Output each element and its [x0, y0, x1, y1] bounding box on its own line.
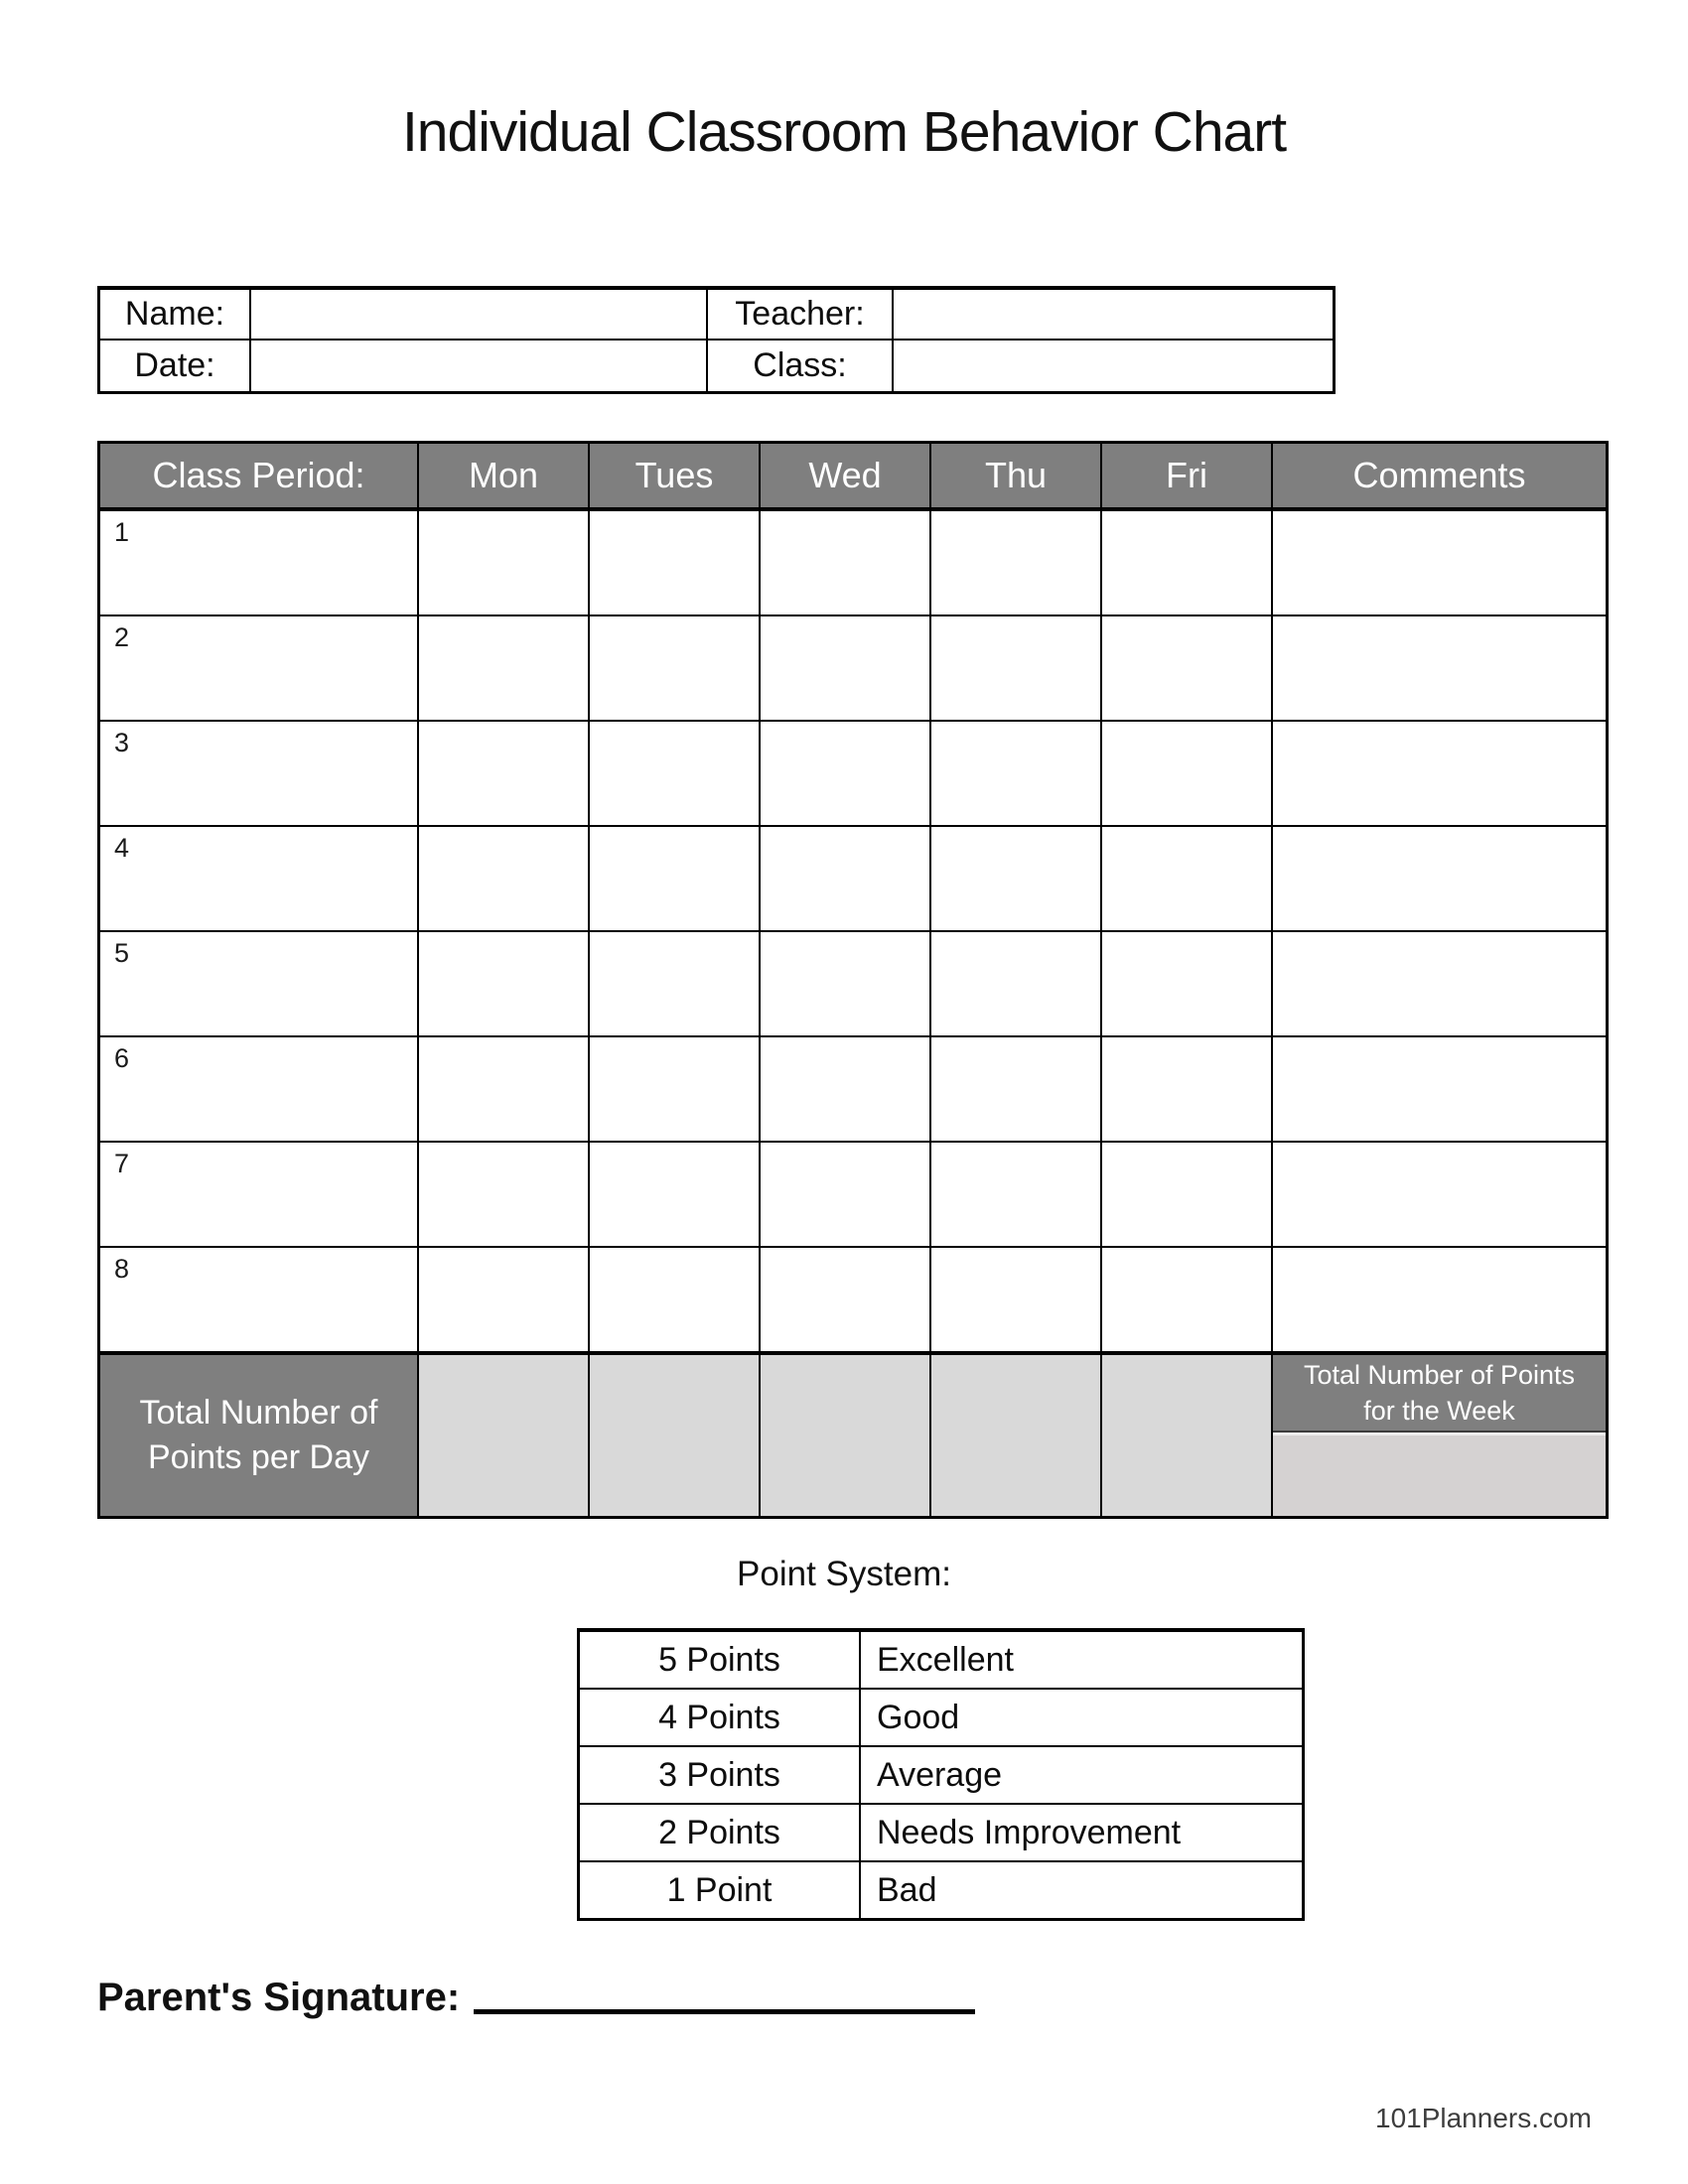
student-info-table — [97, 286, 1336, 394]
score-cell[interactable] — [931, 932, 1102, 1035]
behavior-table-header-row — [100, 444, 1606, 511]
day-total-cell-fri[interactable] — [1102, 1355, 1273, 1516]
point-system-row — [580, 1690, 1302, 1747]
score-cell[interactable] — [761, 827, 931, 930]
day-total-cell-tues[interactable] — [590, 1355, 761, 1516]
header-comments: Comments — [1352, 455, 1526, 495]
score-cell[interactable] — [931, 722, 1102, 825]
period-number: 4 — [100, 827, 419, 930]
score-cell[interactable] — [931, 1248, 1102, 1351]
comment-cell[interactable] — [1273, 511, 1606, 614]
score-cell[interactable] — [761, 1248, 931, 1351]
week-total-label: Total Number of Points for the Week — [1273, 1355, 1606, 1431]
score-cell[interactable] — [1102, 1143, 1273, 1246]
name-label: Name: — [100, 290, 251, 341]
score-cell[interactable] — [590, 932, 761, 1035]
point-system-row — [580, 1632, 1302, 1690]
points-value: 2 Points — [580, 1805, 861, 1860]
points-meaning: Bad — [877, 1870, 937, 1909]
totals-row — [100, 1355, 1606, 1516]
teacher-label: Teacher: — [708, 290, 894, 341]
teacher-value-cell[interactable] — [894, 290, 1333, 341]
point-system-table — [577, 1628, 1305, 1921]
score-cell[interactable] — [1102, 1037, 1273, 1141]
period-row-2 — [100, 616, 1606, 722]
score-cell[interactable] — [761, 932, 931, 1035]
header-thu: Thu — [931, 444, 1102, 507]
name-value-cell[interactable] — [251, 290, 708, 341]
score-cell[interactable] — [761, 616, 931, 720]
score-cell[interactable] — [931, 616, 1102, 720]
score-cell[interactable] — [419, 932, 590, 1035]
score-cell[interactable] — [931, 827, 1102, 930]
period-row-7 — [100, 1143, 1606, 1248]
date-label: Date: — [100, 341, 251, 391]
score-cell[interactable] — [590, 827, 761, 930]
week-total-cell[interactable] — [1273, 1431, 1606, 1516]
points-value: 5 Points — [580, 1632, 861, 1688]
score-cell[interactable] — [590, 1143, 761, 1246]
period-row-5 — [100, 932, 1606, 1037]
comment-cell[interactable] — [1273, 827, 1606, 930]
period-number: 1 — [100, 511, 419, 614]
score-cell[interactable] — [419, 722, 590, 825]
points-value: 4 Points — [580, 1690, 861, 1745]
footer-brand: 101Planners.com — [1375, 2103, 1592, 2133]
comment-cell[interactable] — [1273, 932, 1606, 1035]
score-cell[interactable] — [419, 1248, 590, 1351]
points-meaning: Average — [877, 1755, 1003, 1794]
points-value: 1 Point — [580, 1862, 861, 1918]
score-cell[interactable] — [931, 511, 1102, 614]
header-fri: Fri — [1102, 444, 1273, 507]
comment-cell[interactable] — [1273, 1037, 1606, 1141]
week-total-block — [1273, 1355, 1606, 1516]
period-number: 8 — [100, 1248, 419, 1351]
page-title: Individual Classroom Behavior Chart — [401, 100, 1287, 164]
points-meaning: Good — [877, 1698, 960, 1736]
signature-row — [97, 1976, 975, 2020]
score-cell[interactable] — [1102, 511, 1273, 614]
score-cell[interactable] — [931, 1037, 1102, 1141]
point-system-row — [580, 1862, 1302, 1918]
period-row-4 — [100, 827, 1606, 932]
class-value-cell[interactable] — [894, 341, 1333, 391]
header-wed: Wed — [761, 444, 931, 507]
period-row-3 — [100, 722, 1606, 827]
score-cell[interactable] — [761, 722, 931, 825]
header-class-period: Class Period: — [100, 444, 419, 507]
period-number: 3 — [100, 722, 419, 825]
comment-cell[interactable] — [1273, 722, 1606, 825]
score-cell[interactable] — [419, 1143, 590, 1246]
period-number: 2 — [100, 616, 419, 720]
score-cell[interactable] — [1102, 722, 1273, 825]
date-value-cell[interactable] — [251, 341, 708, 391]
class-label: Class: — [708, 341, 894, 391]
daily-total-label: Total Number of Points per Day — [100, 1355, 419, 1516]
score-cell[interactable] — [590, 1037, 761, 1141]
signature-line[interactable] — [474, 2009, 975, 2014]
score-cell[interactable] — [931, 1143, 1102, 1246]
period-row-6 — [100, 1037, 1606, 1143]
points-meaning: Excellent — [877, 1640, 1014, 1679]
score-cell[interactable] — [1102, 1248, 1273, 1351]
score-cell[interactable] — [1102, 616, 1273, 720]
day-total-cell-wed[interactable] — [761, 1355, 931, 1516]
score-cell[interactable] — [590, 722, 761, 825]
score-cell[interactable] — [419, 511, 590, 614]
header-tues: Tues — [590, 444, 761, 507]
day-total-cell-thu[interactable] — [931, 1355, 1102, 1516]
comment-cell[interactable] — [1273, 1248, 1606, 1351]
period-number: 5 — [100, 932, 419, 1035]
score-cell[interactable] — [1102, 932, 1273, 1035]
parent-signature-label: Parent's Signature: — [97, 1976, 461, 2019]
points-meaning: Needs Improvement — [877, 1813, 1182, 1851]
header-mon: Mon — [419, 444, 590, 507]
behavior-chart-table — [97, 441, 1609, 1519]
score-cell[interactable] — [590, 511, 761, 614]
score-cell[interactable] — [590, 616, 761, 720]
score-cell[interactable] — [761, 1143, 931, 1246]
day-total-cell-mon[interactable] — [419, 1355, 590, 1516]
score-cell[interactable] — [419, 616, 590, 720]
score-cell[interactable] — [419, 1037, 590, 1141]
point-system-heading: Point System: — [737, 1555, 951, 1593]
comment-cell[interactable] — [1273, 1143, 1606, 1246]
score-cell[interactable] — [419, 827, 590, 930]
score-cell[interactable] — [761, 1037, 931, 1141]
score-cell[interactable] — [1102, 827, 1273, 930]
period-row-8 — [100, 1248, 1606, 1355]
points-value: 3 Points — [580, 1747, 861, 1803]
score-cell[interactable] — [590, 1248, 761, 1351]
period-number: 7 — [100, 1143, 419, 1246]
period-number: 6 — [100, 1037, 419, 1141]
point-system-row — [580, 1805, 1302, 1862]
comment-cell[interactable] — [1273, 616, 1606, 720]
score-cell[interactable] — [761, 511, 931, 614]
period-row-1 — [100, 511, 1606, 616]
point-system-row — [580, 1747, 1302, 1805]
